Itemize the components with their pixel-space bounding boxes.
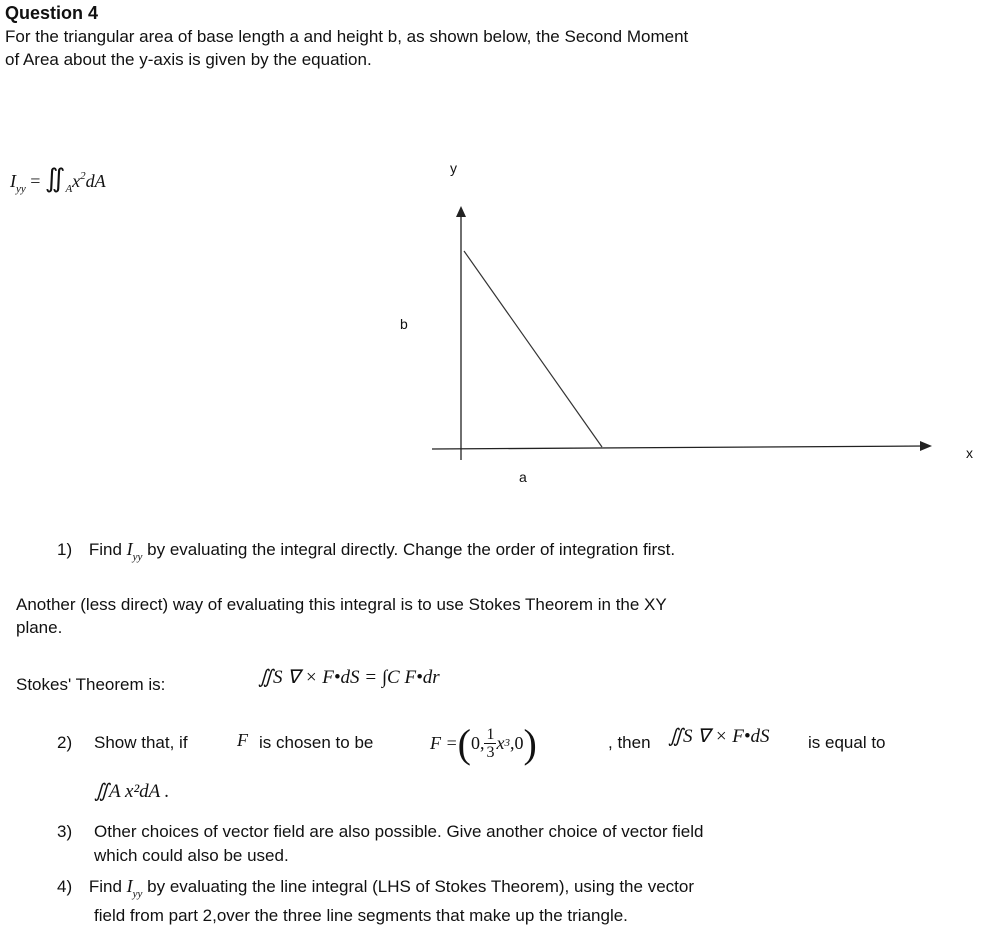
eq-equals: = bbox=[30, 171, 41, 191]
part-3-number: 3) bbox=[57, 822, 73, 841]
part-4-sub: yy bbox=[132, 888, 143, 900]
part-2-vector-field bbox=[430, 718, 537, 768]
eq-integrand: x bbox=[72, 171, 81, 191]
triangle-hypotenuse bbox=[464, 251, 602, 447]
part-2-then: , then bbox=[608, 733, 651, 752]
eq-power: 2 bbox=[80, 170, 86, 182]
question-title: Question 4 bbox=[5, 3, 99, 23]
y-axis-arrowhead bbox=[456, 206, 466, 217]
part-2-vec-c: ,0 bbox=[509, 732, 524, 753]
part-1-symbol: I bbox=[126, 539, 133, 559]
fraction-denominator: 3 bbox=[486, 743, 495, 761]
part-2-vec-lhs: F = bbox=[430, 732, 458, 753]
part-4-pre: Find bbox=[88, 877, 122, 896]
fraction-numerator: 1 bbox=[486, 725, 495, 743]
part-4 bbox=[57, 876, 694, 900]
stokes-label: Stokes' Theorem is: bbox=[16, 675, 166, 694]
stokes-equation: ∬S ∇ × F•dS = ∫C F•dr bbox=[258, 667, 440, 688]
part-1 bbox=[57, 539, 675, 563]
height-label: b bbox=[400, 316, 408, 332]
part-2-mid: is chosen to be bbox=[259, 733, 374, 752]
part-2-vec-b-power: 3 bbox=[504, 737, 510, 749]
right-paren: ) bbox=[523, 720, 537, 766]
x-axis-label: x bbox=[966, 445, 973, 461]
part-1-number: 1) bbox=[57, 540, 73, 559]
part-1-post: by evaluating the integral directly. Change the order of integration first. bbox=[147, 540, 676, 559]
part-2-post: is equal to bbox=[808, 733, 886, 752]
part-4-line-2: field from part 2,over the three line segments that make up the triangle. bbox=[94, 906, 628, 925]
another-line-2: plane. bbox=[16, 618, 63, 637]
part-2-number: 2) bbox=[57, 733, 73, 752]
intro-line-1: For the triangular area of base length a and height b, as shown below, the Second Moment bbox=[5, 27, 689, 46]
part-1-pre: Find bbox=[88, 540, 122, 559]
part-3-line-1: Other choices of vector field are also possible. Give another choice of vector field bbox=[94, 822, 704, 841]
another-line-1: Another (less direct) way of evaluating this integral is to use Stokes Theorem in the XY bbox=[16, 595, 667, 614]
left-paren: ( bbox=[457, 720, 471, 766]
part-2-result: ∬A x²dA . bbox=[94, 781, 170, 802]
part-2-vec-a: 0, bbox=[470, 732, 485, 753]
eq-region: A bbox=[65, 183, 73, 195]
part-2-pre: Show that, if bbox=[94, 733, 188, 752]
part-3-line-2: which could also be used. bbox=[94, 846, 289, 865]
part-2-F: F bbox=[237, 730, 248, 750]
eq-differential: dA bbox=[85, 171, 106, 191]
x-axis-arrowhead bbox=[920, 441, 932, 451]
part-4-number: 4) bbox=[57, 877, 73, 896]
part-2-curl-integral: ∬S ∇ × F•dS bbox=[668, 726, 770, 747]
base-label: a bbox=[519, 469, 527, 485]
part-4-post: by evaluating the line integral (LHS of Stokes Theorem), using the vector bbox=[147, 877, 694, 896]
part-1-sub: yy bbox=[132, 551, 143, 563]
part-4-symbol: I bbox=[126, 876, 133, 896]
y-axis-label: y bbox=[450, 160, 457, 176]
x-axis bbox=[432, 446, 925, 449]
eq-lhs: I bbox=[10, 171, 16, 191]
eq-lhs-sub: yy bbox=[16, 183, 26, 195]
intro-line-2: of Area about the y-axis is given by the equation. bbox=[5, 50, 372, 69]
one-third-fraction bbox=[484, 726, 496, 761]
eq-integral: ∬ bbox=[44, 164, 66, 193]
part-2-vec-b: x bbox=[496, 732, 505, 753]
